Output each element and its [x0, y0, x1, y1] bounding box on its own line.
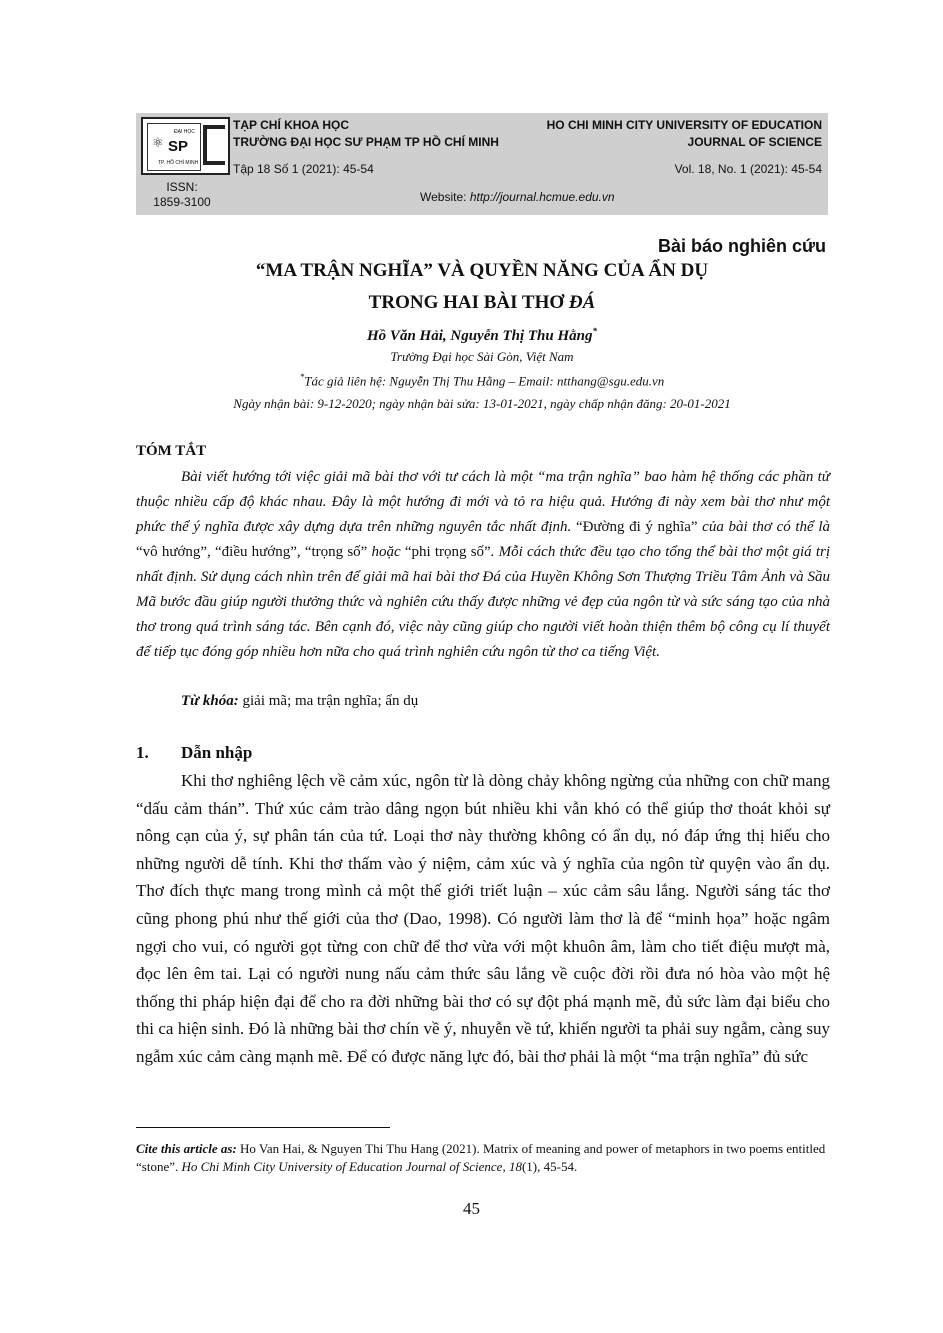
- authors: [136, 326, 828, 345]
- page-number: 45: [463, 1199, 480, 1218]
- logo-text-top: ĐẠI HỌC: [174, 129, 195, 135]
- keywords-value: giải mã; ma trận nghĩa; ẩn dụ: [238, 693, 419, 709]
- journal-name-vn-1: TẠP CHÍ KHOA HỌC: [233, 118, 350, 132]
- abstract-part4: . Mỗi cách thức đều tạo cho tổng thể bài thơ một giá trị nhất định. Sử dụng cách nhìn trên để giải mã hai bài thơ Đá của Huyền Không Sơn Thượng Triều Tâm Ảnh và Sầu Mã bước đầu giúp người thưởng thức và nghiên cứu thấy được những vẻ đẹp của ngôn từ và sức sáng tạo của nhà thơ trong quá trình sáng tác. Bên cạnh đó, việc này cũng giúp cho người viết hoàn thiện thêm bộ công cụ lí thuyết để tiếp tục đóng góp nhiều hơn nữa cho quá trình nghiên cứu ngôn từ thơ ca tiếng Việt.: [136, 544, 831, 660]
- corresponding-text: Tác giả liên hệ: Nguyễn Thị Thu Hằng – Email: ntthang@sgu.edu.vn: [304, 373, 665, 389]
- footnote-text-2: (1), 45-54.: [521, 1159, 578, 1174]
- abstract-q1: “Đường đi ý nghĩa”: [575, 519, 698, 535]
- abstract-paragraph: [136, 465, 830, 665]
- author-star: *: [592, 326, 597, 336]
- citation-footnote: [136, 1140, 830, 1176]
- logo-emblem: [147, 123, 201, 171]
- abstract-heading: TÓM TẮT: [136, 443, 207, 459]
- abstract-part1: Bài viết hướng tới việc giải mã bài thơ với tư cách là một “ma trận nghĩa” bao hàm hệ thống các phần tử thuộc nhiều cấp độ khác nhau. Đây là một hướng đi mới và tỏ ra hiệu quả. Hướng đi này xem bài thơ như một phức thể ý nghĩa được xây dựng dựa trên những nguyên tắc nhất định.: [136, 469, 830, 535]
- title-line-2-italic: ĐÁ: [568, 292, 596, 313]
- section-number: 1.: [136, 743, 149, 762]
- issn-label: ISSN:: [166, 180, 198, 194]
- affiliation: Trường Đại học Sài Gòn, Việt Nam: [390, 349, 574, 364]
- article-type: Bài báo nghiên cứu: [657, 236, 826, 256]
- section-body: Khi thơ nghiêng lệch về cảm xúc, ngôn từ là dòng chảy không ngừng của những con chữ mang “dấu cảm thán”. Thứ xúc cảm trào dâng ngọn bút nhiều khi vẫn khó có thể giúp thơ thoát khỏi sự nông cạn của ý, sự phân tán của tứ. Loại thơ này thường không có ẩn dụ, nó đáp ứng thị hiếu cho những người dễ tính. Khi thơ thấm vào ý niệm, cảm xúc và ý nghĩa của ngôn từ quyện vào ẩn dụ. Thơ đích thực mang trong mình cả một thế giới triết luận – xúc cảm sâu lắng. Người sáng tác thơ cũng phong phú như thế giới của thơ (Dao, 1998). Có người làm thơ là để “minh họa” hoặc ngâm ngợi cho vui, có người gọt từng con chữ để thơ vừa với một khuôn âm, làm cho tiết điệu mượt mà, đọc lên êm tai. Lại có người nung nấu cảm thức sâu lắng về cuộc đời rồi đưa nó hòa vào một hệ thống thi pháp hiện đại để cho ra đời những bài thơ có sự đột phá mạnh mẽ, đủ sức làm đại biểu cho thi ca hiện sinh. Đó là những bài thơ chín về ý, nhuyễn về tứ, khiến người ta phải suy ngẫm, càng suy ngẫm xúc cảm càng mạnh mẽ. Để có được năng lực đó, bài thơ phải là một “ma trận nghĩa” đủ sức: [136, 771, 830, 1066]
- title-line-2-prefix: TRONG HAI BÀI THƠ: [368, 292, 569, 313]
- journal-logo: [141, 117, 230, 175]
- abstract-part2: của bài thơ có thể là: [697, 519, 830, 535]
- website: [420, 190, 615, 204]
- issn-value: 1859-3100: [153, 195, 211, 209]
- section-title: Dẫn nhập: [181, 743, 253, 762]
- journal-name-en-2: JOURNAL OF SCIENCE: [687, 135, 822, 149]
- footnote-text-1: Ho Van Hai, & Nguyen Thi Thu Hang (2021). Matrix of meaning and power of metaphors in two poems entitled “stone”.: [136, 1141, 826, 1174]
- logo-text-bottom: TP. HỒ CHÍ MINH: [158, 160, 199, 166]
- keywords-label: Từ khóa:: [181, 693, 239, 709]
- abstract-body: [136, 465, 830, 665]
- corresponding-star: *: [299, 372, 305, 382]
- corresponding-author: [136, 372, 828, 389]
- abstract-part3: hoặc: [367, 544, 405, 560]
- website-label: Website:: [420, 190, 467, 204]
- logo-text-main: SP: [168, 138, 189, 155]
- footnote-divider: [136, 1127, 390, 1128]
- received-dates: Ngày nhận bài: 9-12-2020; ngày nhận bài sửa: 13-01-2021, ngày chấp nhận đăng: 20-01-2021: [233, 396, 731, 411]
- footnote-journal: Ho Chi Minh City University of Education Journal of Science, 18: [181, 1159, 522, 1174]
- website-url[interactable]: http://journal.hcmue.edu.vn: [469, 190, 615, 204]
- logo-bracket-mark: [203, 125, 225, 165]
- keywords: [181, 693, 418, 710]
- volume-en: Vol. 18, No. 1 (2021): 45-54: [674, 162, 822, 176]
- title-line-1: “MA TRẬN NGHĨA” VÀ QUYỀN NĂNG CỦA ẨN DỤ: [255, 260, 709, 281]
- title-line-2: [136, 292, 828, 314]
- journal-name-en-1: HO CHI MINH CITY UNIVERSITY OF EDUCATION: [546, 118, 822, 132]
- abstract-q2: “vô hướng”, “điều hướng”, “trọng số”: [136, 544, 368, 560]
- abstract-q3: “phi trọng số”: [404, 544, 491, 560]
- volume-vn: Tập 18 Số 1 (2021): 45-54: [233, 162, 374, 176]
- footnote-label: Cite this article as:: [136, 1141, 237, 1156]
- atom-icon: ⚛: [152, 135, 164, 150]
- journal-name-vn-2: TRƯỜNG ĐẠI HỌC SƯ PHẠM TP HỒ CHÍ MINH: [233, 135, 499, 149]
- author-names: Hồ Văn Hải, Nguyễn Thị Thu Hằng: [367, 328, 593, 344]
